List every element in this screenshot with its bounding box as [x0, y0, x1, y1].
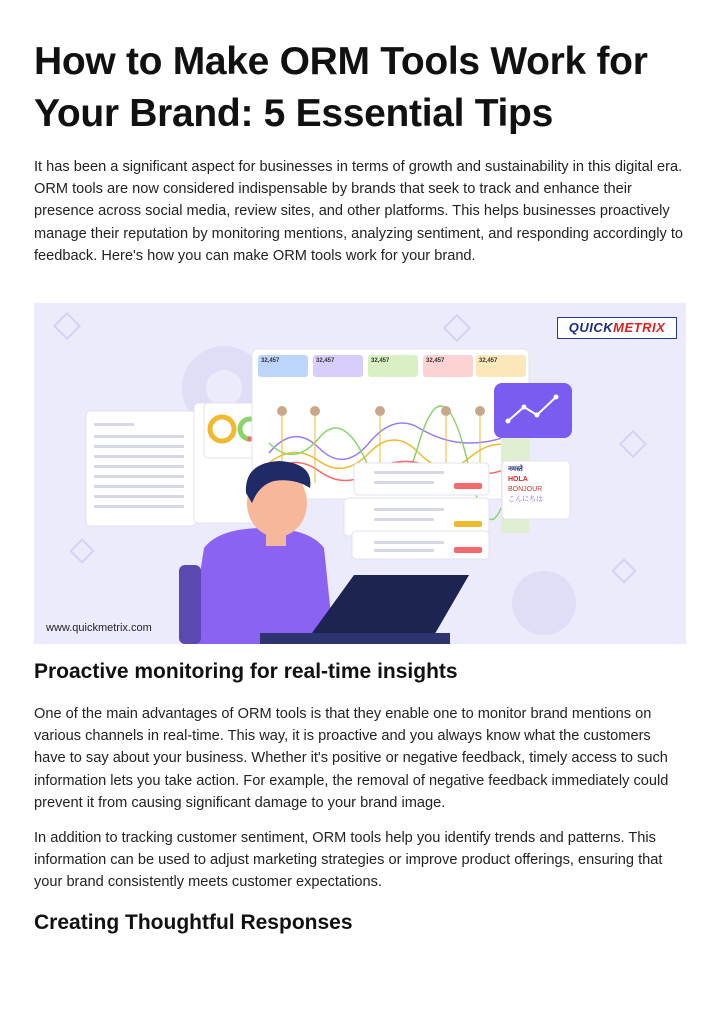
language-card [508, 465, 568, 505]
intro-paragraph: It has been a significant aspect for businesses in terms of growth and sustainability in this digital era. ORM tools are now considered indispensable by brands that seek to track and enhance their presence across social media, review sites, and other platforms. This helps businesses proactively manage their reputation by monitoring mentions, analyzing sentiment, and responding accordingly to feedback. Here's how you can make ORM tools work for your brand. [34, 159, 683, 264]
kpi-card: 32,457 [368, 355, 418, 377]
website-url: www.quickmetrix.com [46, 622, 152, 634]
kpi-card: 32,457 [258, 355, 308, 377]
language-greeting: HOLA [508, 476, 528, 483]
article-title: How to Make ORM Tools Work for Your Brand: 5 Essential Tips [34, 40, 648, 135]
kpi-card: 32,457 [313, 355, 363, 377]
language-greeting: こんにちは [508, 496, 543, 503]
language-greeting: नमस्ते [508, 466, 523, 473]
hero-illustration [34, 303, 686, 644]
kpi-card: 32,457 [476, 355, 526, 377]
logo-text-quick: QUICK [568, 320, 614, 335]
section1-paragraph-2: In addition to tracking customer sentiment, ORM tools help you identify trends and patterns. This information can be used to adjust marketing strategies or improve product offerings, ensuring that your brand consistently meets customer expectations. [34, 830, 663, 891]
quickmetrix-logo [557, 317, 677, 339]
section-heading-thoughtful-responses: Creating Thoughtful Responses [34, 911, 353, 934]
kpi-card: 32,457 [423, 355, 473, 377]
section1-paragraph-1: One of the main advantages of ORM tools is that they enable one to monitor brand mentions on various channels in real-time. This way, it is proactive and you always know what the customers have to say about your business. Whether it's positive or negative feedback, timely access to such information lets you take action. For example, the removal of negative feedback immediately could prevent it from causing significant damage to your brand image. [34, 706, 669, 811]
logo-text-metrix: METRIX [613, 320, 666, 335]
language-greeting: BONJOUR [508, 486, 543, 493]
section-heading-proactive-monitoring: Proactive monitoring for real-time insights [34, 660, 458, 683]
